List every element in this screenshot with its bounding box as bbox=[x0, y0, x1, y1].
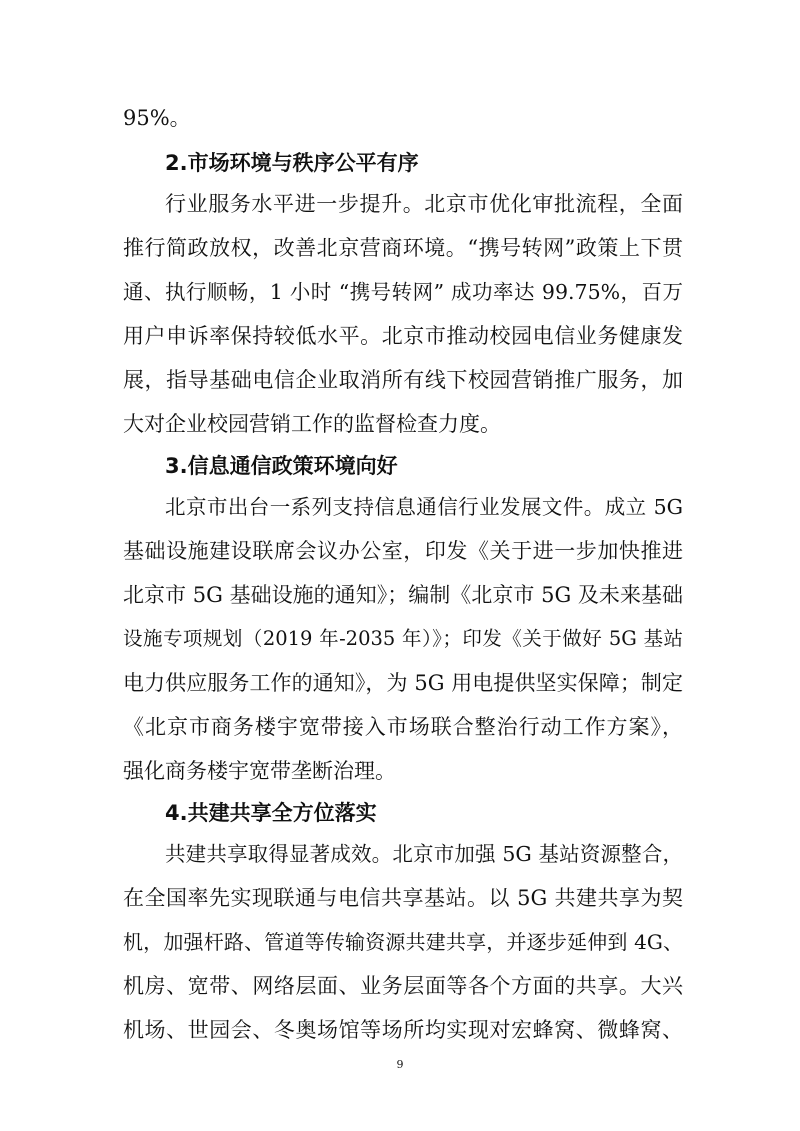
paragraph-line: 基础设施建设联席会议办公室，印发《关于进一步加快推进 bbox=[123, 539, 683, 563]
page-number: 9 bbox=[396, 1058, 404, 1071]
paragraph-line: 大对企业校园营销工作的监督检查力度。 bbox=[123, 412, 501, 436]
paragraph-line: 通、执行顺畅，1 小时 “携号转网” 成功率达 99.75%，百万 bbox=[123, 280, 683, 304]
paragraph-line: 机，加强杆路、管道等传输资源共建共享，并逐步延伸到 4G、 bbox=[123, 930, 683, 954]
section-heading-2: 2.市场环境与秩序公平有序 bbox=[165, 151, 419, 175]
paragraph-line: 行业服务水平进一步提升。北京市优化审批流程，全面 bbox=[165, 192, 683, 216]
paragraph-line: 在全国率先实现联通与电信共享基站。以 5G 共建共享为契 bbox=[123, 886, 683, 910]
paragraph-line: 设施专项规划（2019 年-2035 年）》；印发《关于做好 5G 基站 bbox=[123, 627, 683, 650]
paragraph-line: 95%。 bbox=[123, 106, 191, 130]
section-heading-3: 3.信息通信政策环境向好 bbox=[165, 454, 398, 478]
paragraph-line: 机房、宽带、网络层面、业务层面等各个方面的共享。大兴 bbox=[123, 974, 683, 998]
paragraph-line: 北京市出台一系列支持信息通信行业发展文件。成立 5G bbox=[165, 495, 683, 519]
paragraph-line: 推行简政放权，改善北京营商环境。“携号转网”政策上下贯 bbox=[123, 236, 683, 260]
paragraph-line: 用户申诉率保持较低水平。北京市推动校园电信业务健康发 bbox=[123, 324, 683, 348]
paragraph-line: 机场、世园会、冬奥场馆等场所均实现对宏蜂窝、微蜂窝、 bbox=[123, 1018, 683, 1042]
section-heading-4: 4.共建共享全方位落实 bbox=[165, 801, 377, 825]
paragraph-line: 共建共享取得显著成效。北京市加强 5G 基站资源整合， bbox=[165, 842, 683, 866]
paragraph-line: 电力供应服务工作的通知》，为 5G 用电提供坚实保障；制定 bbox=[123, 671, 683, 695]
paragraph-line: 《北京市商务楼宇宽带接入市场联合整治行动工作方案》， bbox=[123, 715, 683, 739]
paragraph-line: 展，指导基础电信企业取消所有线下校园营销推广服务，加 bbox=[123, 368, 683, 392]
paragraph-line: 强化商务楼宇宽带垄断治理。 bbox=[123, 759, 396, 783]
paragraph-line: 北京市 5G 基础设施的通知》；编制《北京市 5G 及未来基础 bbox=[123, 583, 683, 607]
